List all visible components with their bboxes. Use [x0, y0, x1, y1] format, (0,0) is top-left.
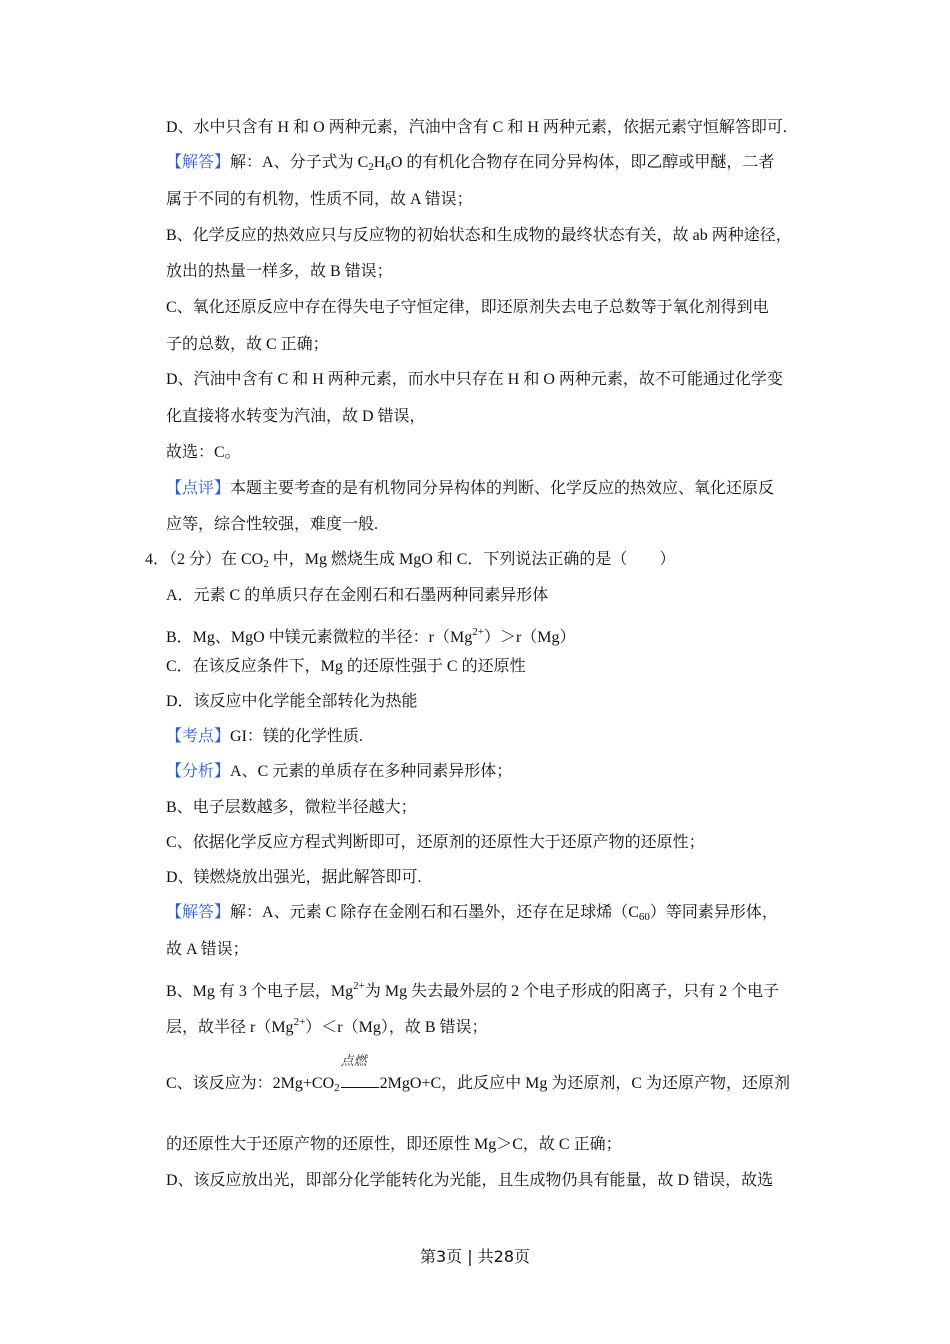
text-segment: 化直接将水转变为汽油，故 D 错误，: [166, 408, 426, 425]
section-tag: 【考点】: [166, 728, 231, 745]
text-line: [166, 868, 422, 888]
text-segment: D、水中只含有 H 和 O 两种元素，汽油中含有 C 和 H 两种元素，依据元素守恒解答即可.: [166, 119, 787, 136]
section-tag: 【点评】: [166, 480, 231, 497]
text-segment: 故 A 错误；: [166, 941, 249, 958]
text-segment: 解：A、分子式为 C: [230, 154, 369, 171]
text-line: [166, 727, 363, 747]
text-segment: D、镁燃烧放出强光，据此解答即可.: [166, 869, 422, 886]
section-tag: 【解答】: [166, 154, 231, 171]
text-segment: C、依据化学反应方程式判断即可，还原剂的还原性大于还原产物的还原性；: [166, 834, 705, 851]
text-segment: 层，故半径 r（Mg: [166, 1019, 294, 1036]
subscript: 2: [263, 558, 269, 570]
text-line: [166, 622, 576, 648]
superscript: 2+: [293, 1016, 306, 1028]
text-line: [166, 586, 548, 606]
superscript: 2+: [472, 626, 484, 638]
text-line: [166, 976, 779, 1002]
text-segment: B、电子层数越多，微粒半径越大；: [166, 799, 417, 816]
subscript: 60: [638, 911, 650, 923]
text-segment: B、Mg 有 3 个电子层，Mg: [166, 983, 354, 1000]
text-segment: 4．（2 分）在 CO: [145, 551, 264, 568]
text-segment: 故选：C。: [166, 444, 241, 461]
text-segment: D．该反应中化学能全部转化为热能: [166, 693, 418, 710]
text-line: [166, 1171, 773, 1191]
text-line: [166, 762, 512, 782]
text-segment: B．Mg、MgO 中镁元素微粒的半径：r（Mg: [166, 629, 473, 646]
question-stem: [145, 550, 675, 574]
text-segment: ）＜r（Mg），故 B 错误；: [305, 1019, 488, 1036]
text-line: [166, 1053, 791, 1098]
text-segment: C．在该反应条件下，Mg 的还原性强于 C 的还原性: [166, 658, 526, 675]
text-line: [166, 153, 774, 177]
text-line: [166, 1135, 622, 1155]
text-line: [166, 515, 378, 535]
text-line: [166, 657, 526, 677]
section-tag: 【分析】: [166, 763, 231, 780]
text-segment: D、汽油中含有 C 和 H 两种元素，而水中只存在 H 和 O 两种元素，故不可能通过化学变: [166, 371, 783, 388]
text-segment: 子的总数，故 C 正确；: [166, 336, 329, 353]
text-line: [166, 407, 426, 427]
reaction-condition-label: 点燃: [340, 1053, 367, 1068]
text-line: [166, 443, 241, 463]
text-segment: A．元素 C 的单质只存在金刚石和石墨两种同素异形体: [166, 587, 549, 604]
text-line: [166, 798, 417, 818]
subscript: 2: [334, 1082, 340, 1094]
subscript: 6: [385, 161, 391, 173]
reaction-condition-arrow: [340, 1053, 379, 1088]
text-segment: 属于不同的有机物，性质不同，故 A 错误；: [166, 191, 473, 208]
text-line: [166, 118, 787, 138]
text-segment: 2MgO+C，此反应中 Mg 为还原剂，C 为还原产物，还原剂: [379, 1075, 791, 1092]
page-footer: 第3页 | 共28页: [419, 1247, 531, 1266]
text-segment: 放出的热量一样多，故 B 错误；: [166, 263, 393, 280]
text-segment: 本题主要考查的是有机物同分异构体的判断、化学反应的热效应、氧化还原反: [230, 480, 775, 497]
text-segment: 中，Mg 燃烧生成 MgO 和 C．下列说法正确的是（ ）: [268, 551, 676, 568]
text-segment: O 的有机化合物存在同分异构体，即乙醇或甲醚，二者: [390, 154, 775, 171]
text-segment: 的还原性大于还原产物的还原性，即还原性 Mg＞C，故 C 正确；: [166, 1136, 622, 1153]
subscript: 2: [368, 161, 374, 173]
text-line: [166, 370, 783, 390]
superscript: 2+: [353, 980, 365, 992]
section-tag: 【解答】: [166, 904, 231, 921]
text-segment: C、该反应为：2Mg+CO: [166, 1075, 335, 1092]
text-segment: A、C 元素的单质存在多种同素异形体；: [230, 763, 513, 780]
text-line: [166, 1012, 488, 1038]
text-segment: 解：A、元素 C 除存在金刚石和石墨外，还存在足球烯（C: [230, 904, 639, 921]
text-segment: D、该反应放出光，即部分化学能转化为光能，且生成物仍具有能量，故 D 错误，故选: [166, 1172, 774, 1189]
text-segment: 应等，综合性较强，难度一般.: [166, 516, 379, 533]
text-segment: 为 Mg 失去最外层的 2 个电子形成的阳离子，只有 2 个电子: [364, 983, 780, 1000]
text-line: [166, 903, 778, 927]
text-line: [166, 335, 329, 355]
text-line: [166, 479, 774, 499]
text-line: [166, 262, 393, 282]
text-line: [166, 226, 792, 246]
text-segment: ）等同素异形体，: [649, 904, 778, 921]
text-line: [166, 190, 473, 210]
text-segment: ）＞r（Mg）: [483, 629, 576, 646]
text-line: [166, 833, 705, 853]
text-line: [166, 940, 249, 960]
text-segment: B、化学反应的热效应只与反应物的初始状态和生成物的最终状态有关，故 ab 两种途径，: [166, 227, 792, 244]
text-segment: C、氧化还原反应中存在得失电子守恒定律，即还原剂失去电子总数等于氧化剂得到电: [166, 299, 769, 316]
text-segment: H: [373, 154, 386, 171]
text-segment: GI：镁的化学性质.: [230, 728, 363, 745]
text-line: [166, 298, 769, 318]
text-line: [166, 692, 418, 712]
